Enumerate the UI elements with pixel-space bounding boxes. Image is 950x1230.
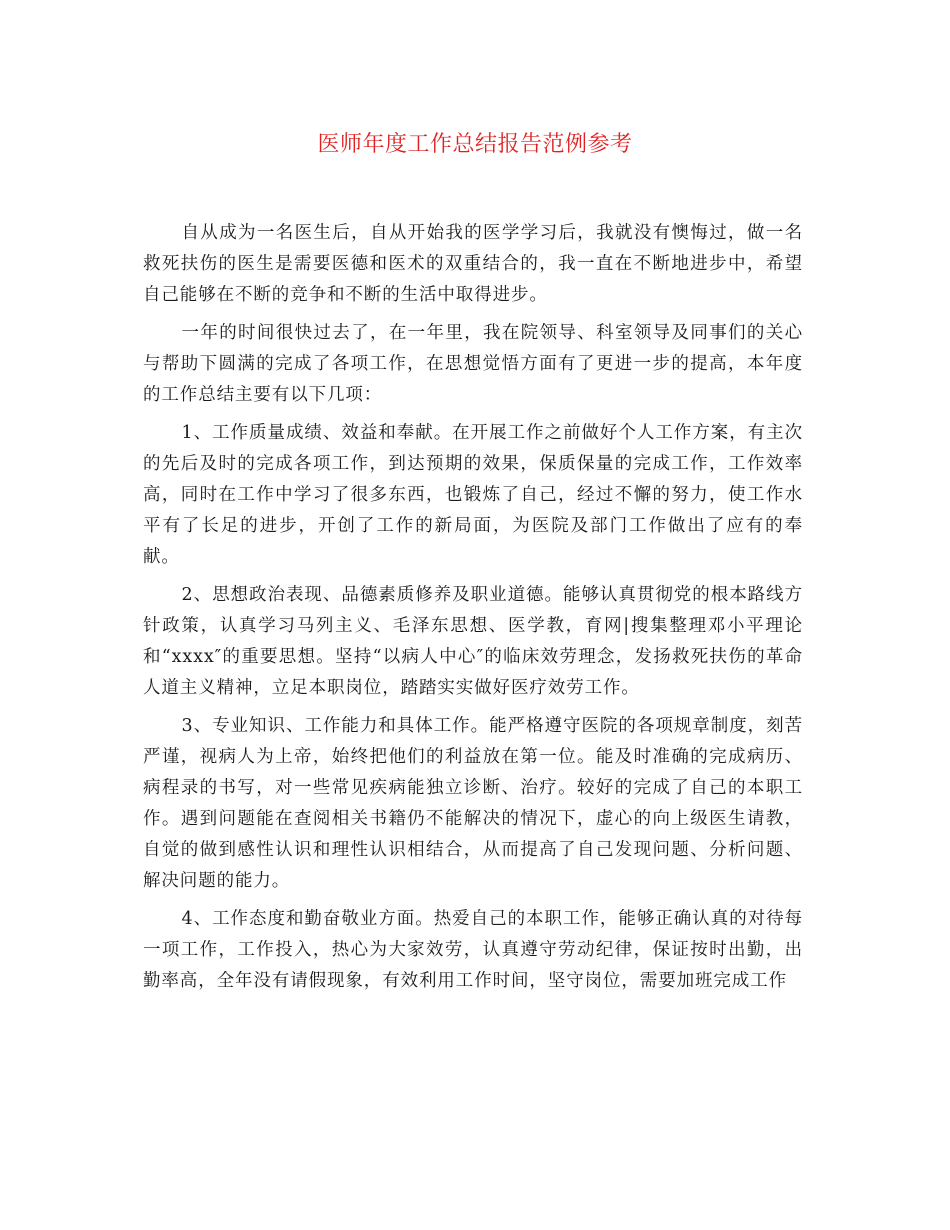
paragraph-item-3: 3、专业知识、工作能力和具体工作。能严格遵守医院的各项规章制度，刻苦严谨，视病人为上帝，始终把他们的利益放在第一位。能及时准确的完成病历、病程录的书写，对一些常见疾病能独立诊断、治疗。较好的完成了自己的本职工作。遇到问题能在查阅相关书籍仍不能解决的情况下，虚心的向上级医生请教，自觉的做到感性认识和理性认识相结合，从而提高了自己发现问题、分析问题、解决问题的能力。 bbox=[143, 716, 803, 891]
paragraph-item-1: 1、工作质量成绩、效益和奉献。在开展工作之前做好个人工作方案，有主次的先后及时的完成各项工作，到达预期的效果，保质保量的完成工作，工作效率高，同时在工作中学习了很多东西，也锻炼了自己，经过不懈的努力，使工作水平有了长足的进步，开创了工作的新局面，为医院及部门工作做出了应有的奉献。 bbox=[143, 423, 803, 567]
paragraph-overview: 一年的时间很快过去了，在一年里，我在院领导、科室领导及同事们的关心与帮助下圆满的完成了各项工作，在思想觉悟方面有了更进一步的提高，本年度的工作总结主要有以下几项： bbox=[143, 323, 803, 405]
paragraph-item-2: 2、思想政治表现、品德素质修养及职业道德。能够认真贯彻党的根本路线方针政策，认真学习马列主义、毛泽东思想、医学教，育网|搜集整理邓小平理论和“xxxx″的重要思想。坚持“以病人中心″的临床效劳理念，发扬救死扶伤的革命人道主义精神，立足本职岗位，踏踏实实做好医疗效劳工作。 bbox=[143, 585, 803, 698]
document-title: 医师年度工作总结报告范例参考 bbox=[317, 132, 633, 157]
paragraph-intro: 自从成为一名医生后，自从开始我的医学学习后，我就没有懊悔过，做一名救死扶伤的医生是需要医德和医术的双重结合的，我一直在不断地进步中，希望自己能够在不断的竞争和不断的生活中取得进步。 bbox=[143, 223, 803, 305]
document-body bbox=[143, 218, 803, 1004]
paragraph-item-4: 4、工作态度和勤奋敬业方面。热爱自己的本职工作，能够正确认真的对待每一项工作，工作投入，热心为大家效劳，认真遵守劳动纪律，保证按时出勤，出勤率高，全年没有请假现象，有效利用工作时间，坚守岗位，需要加班完成工作 bbox=[143, 909, 803, 991]
